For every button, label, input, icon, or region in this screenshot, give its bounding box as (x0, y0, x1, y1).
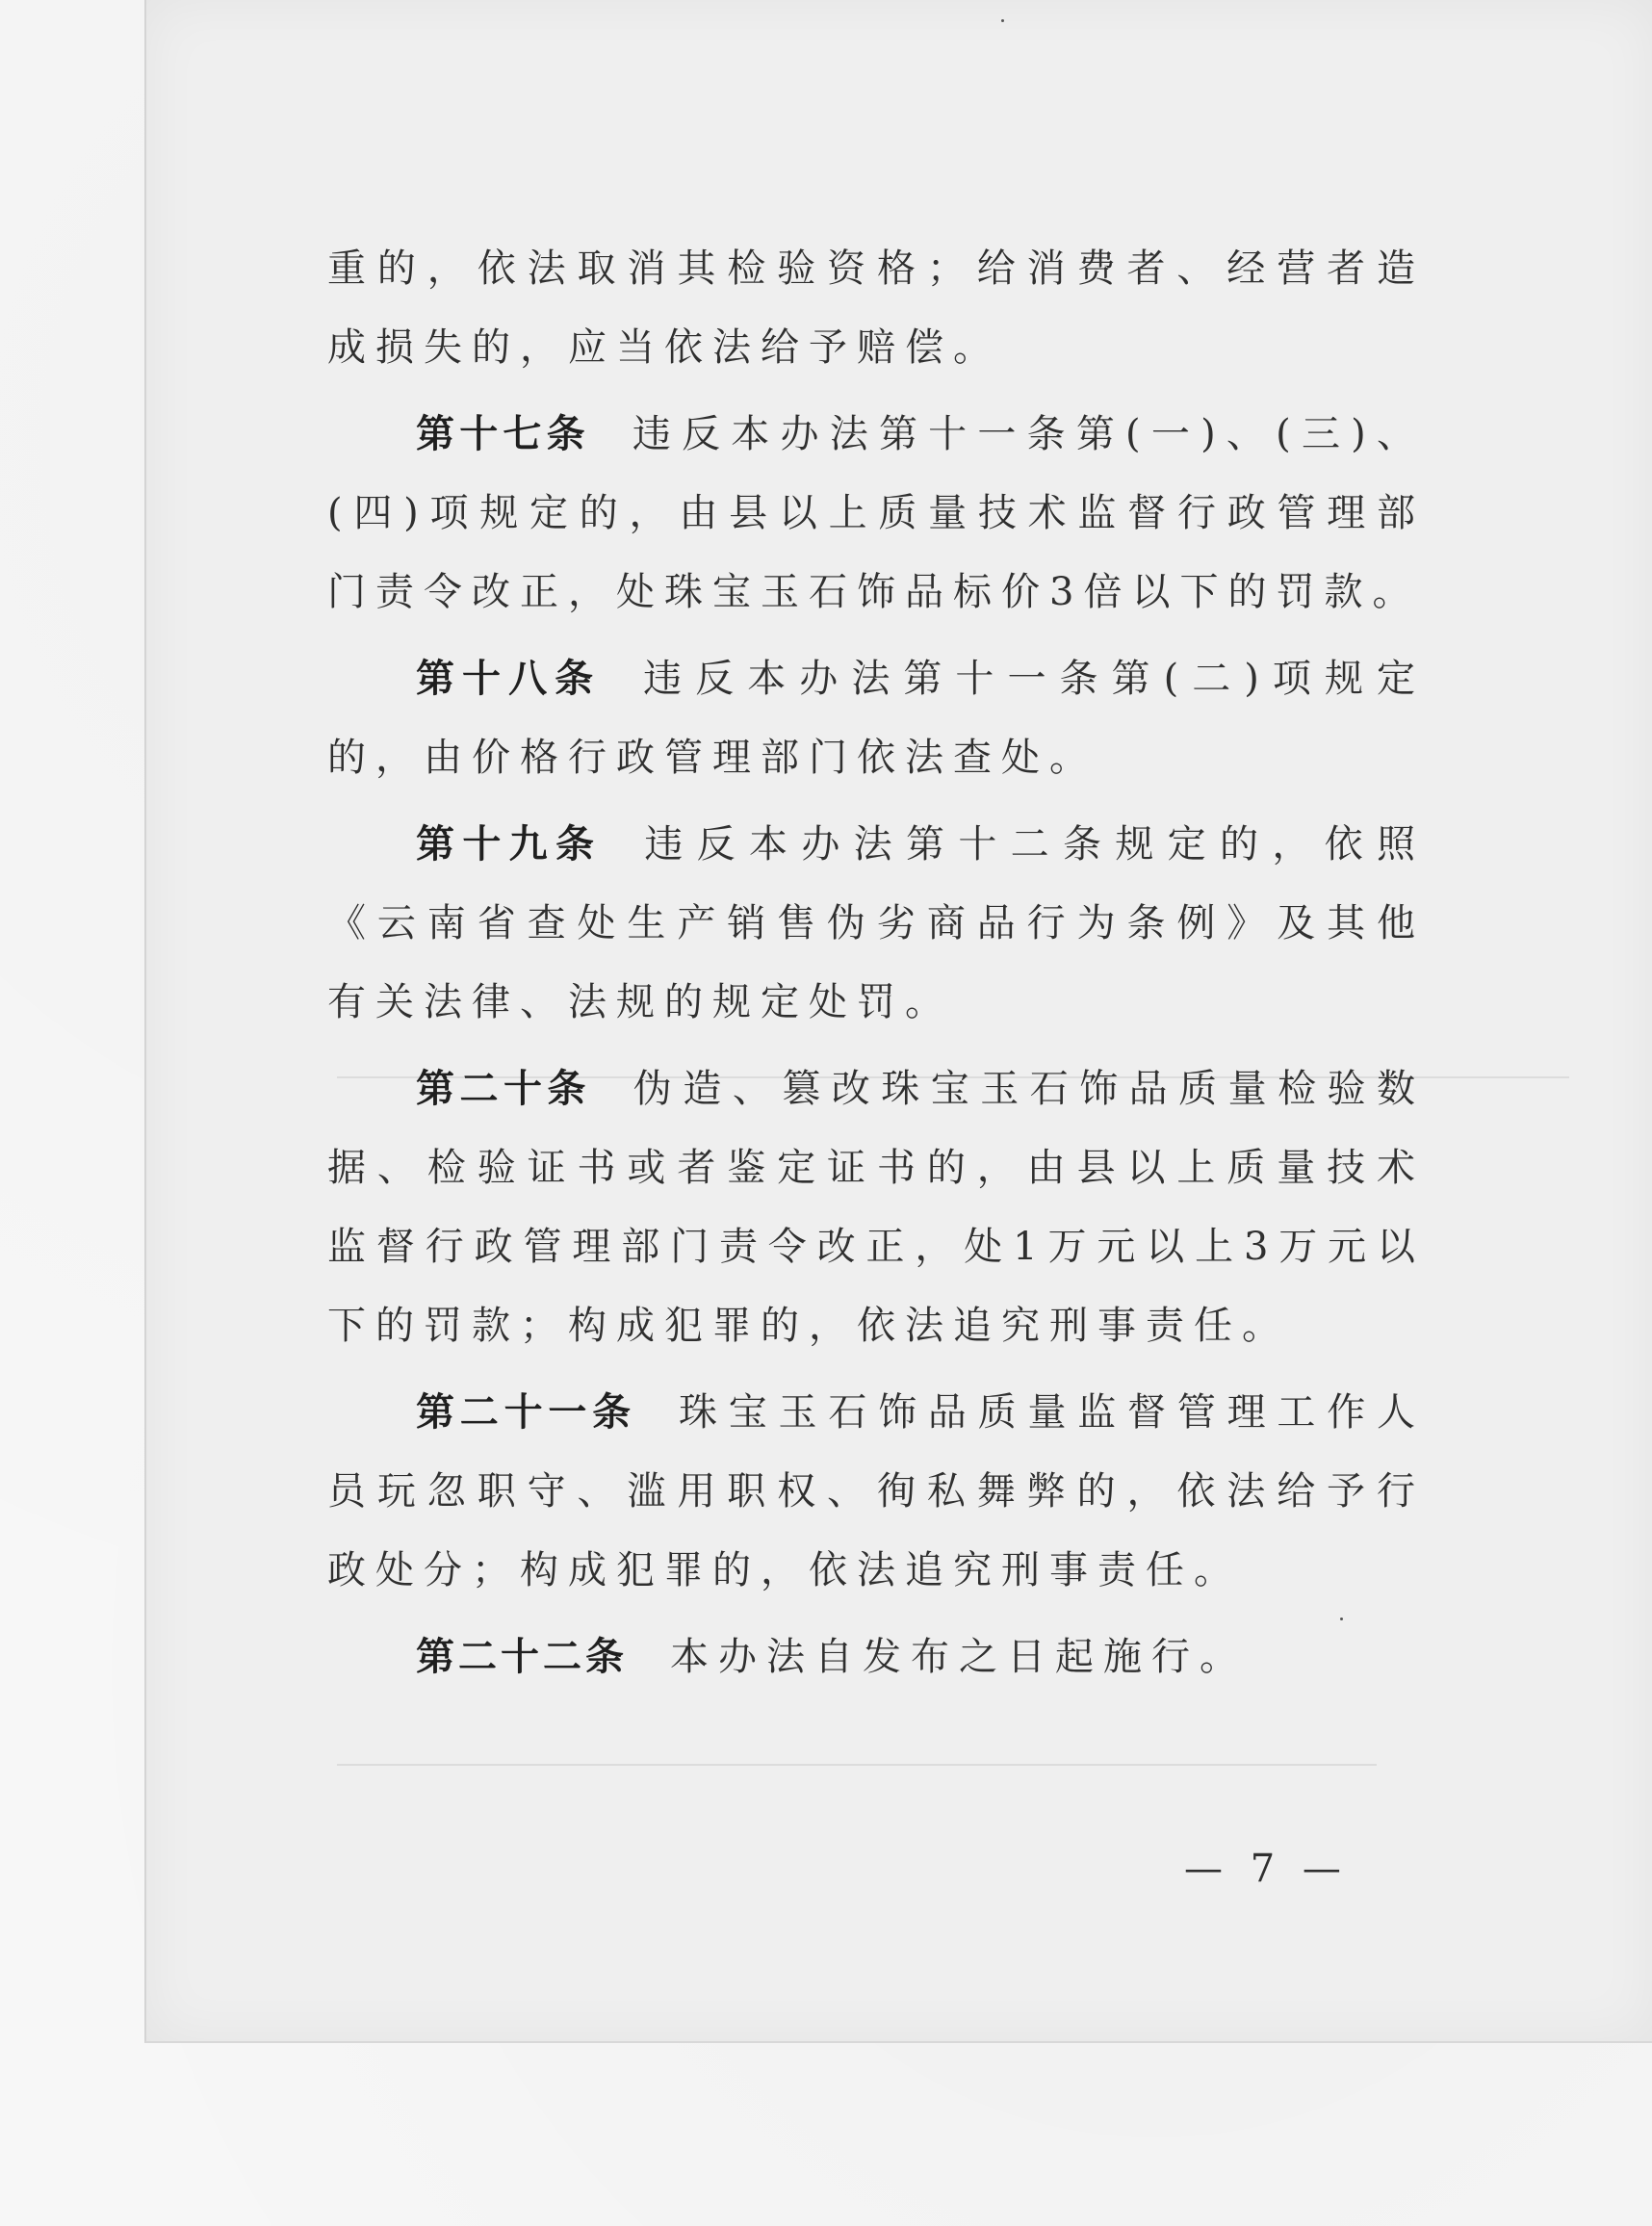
article-22 (327, 1618, 1425, 1696)
article-heading: 第二十一条 (416, 1390, 636, 1435)
article-heading: 第十九条 (416, 822, 603, 867)
article-text: 违反本办法第十一条第(一)、(三)、(四)项规定的，由县以上质量技术监督行政管理部门责令改正，处珠宝玉石饰品标价3倍以下的罚款。 (327, 412, 1426, 614)
article-heading: 第二十条 (416, 1067, 591, 1111)
article-19 (327, 805, 1425, 1042)
bleed-through-line (337, 1764, 1377, 1766)
article-heading: 第二十二条 (416, 1635, 628, 1679)
article-21 (327, 1373, 1425, 1610)
page-number: — 7 — (1184, 1847, 1349, 1891)
paragraph-continuation (327, 229, 1425, 387)
article-text: 本办法自发布之日起施行。 (670, 1635, 1248, 1679)
paragraph-text: 重的，依法取消其检验资格；给消费者、经营者造成损失的，应当依法给予赔偿。 (327, 246, 1425, 370)
article-18 (327, 639, 1425, 797)
article-text: 违反本办法第十二条规定的，依照《云南省查处生产销售伪劣商品行为条例》及其他有关法律、法规的规定处罚。 (327, 822, 1426, 1024)
article-heading: 第十七条 (416, 412, 590, 456)
article-text: 珠宝玉石饰品质量监督管理工作人员玩忽职守、滥用职权、徇私舞弊的，依法给予行政处分；构成犯罪的，依法追究刑事责任。 (327, 1390, 1426, 1592)
article-20 (327, 1049, 1425, 1365)
scan-speck (1001, 19, 1004, 22)
article-text: 违反本办法第十一条第(二)项规定的，由价格行政管理部门依法查处。 (327, 657, 1425, 780)
article-heading: 第十八条 (416, 657, 602, 701)
document-body (327, 229, 1425, 1704)
article-17 (327, 395, 1425, 632)
article-text: 伪造、篡改珠宝玉石饰品质量检验数据、检验证书或者鉴定证书的，由县以上质量技术监督行政管理部门责令改正，处1万元以上3万元以下的罚款；构成犯罪的，依法追究刑事责任。 (327, 1067, 1426, 1348)
